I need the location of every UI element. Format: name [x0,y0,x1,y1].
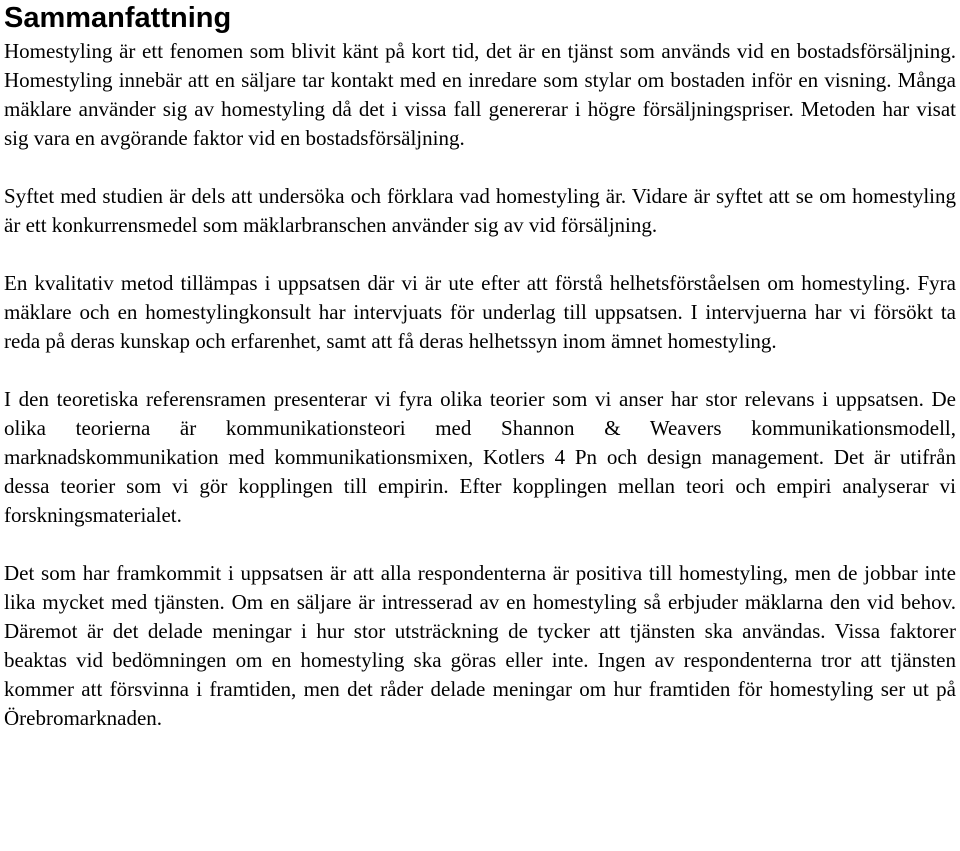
paragraph-intro: Homestyling är ett fenomen som blivit känt på kort tid, det är en tjänst som används vid en bostadsförsäljning. Homestyling innebär att en säljare tar kontakt med en inredare som stylar om bostaden inför en visning. Många mäklare använder sig av homestyling då det i vissa fall genererar i högre försäljningspriser. Metoden har visat sig vara en avgörande faktor vid en bostadsförsäljning. [4,39,956,150]
section-heading: Sammanfattning [4,2,232,34]
paragraph-method: En kvalitativ metod tillämpas i uppsatsen där vi är ute efter att förstå helhetsförståelsen om homestyling. Fyra mäklare och en homestylingkonsult har intervjuats för underlag till uppsatsen. I intervjuerna har vi försökt ta reda på deras kunskap och erfarenhet, samt att få deras helhetssyn inom ämnet homestyling. [4,271,956,353]
paragraph-theory: I den teoretiska referensramen presenterar vi fyra olika teorier som vi anser har stor relevans i uppsatsen. De olika teorierna är kommunikationsteori med Shannon & Weavers kommunikationsmodell, marknadskommunikation med kommunikationsmixen, Kotlers 4 Pn och design management. Det är utifrån dessa teorier som vi gör kopplingen till empirin. Efter kopplingen mellan teori och empiri analyserar vi forskningsmaterialet. [4,387,956,527]
paragraph-conclusion: Det som har framkommit i uppsatsen är att alla respondenterna är positiva till homestyling, men de jobbar inte lika mycket med tjänsten. Om en säljare är intresserad av en homestyling så erbjuder mäklarna den vid behov. Däremot är det delade meningar i hur stor utsträckning de tycker att tjänsten ska användas. Vissa faktorer beaktas vid bedömningen om en homestyling ska göras eller inte. Ingen av respondenterna tror att tjänsten kommer att försvinna i framtiden, men det råder delade meningar om hur framtiden för homestyling ser ut på Örebromarknaden. [4,561,956,730]
document-page [4,0,956,733]
paragraph-purpose: Syftet med studien är dels att undersöka och förklara vad homestyling är. Vidare är syftet att se om homestyling är ett konkurrensmedel som mäklarbranschen använder sig av vid försäljning. [4,184,956,237]
